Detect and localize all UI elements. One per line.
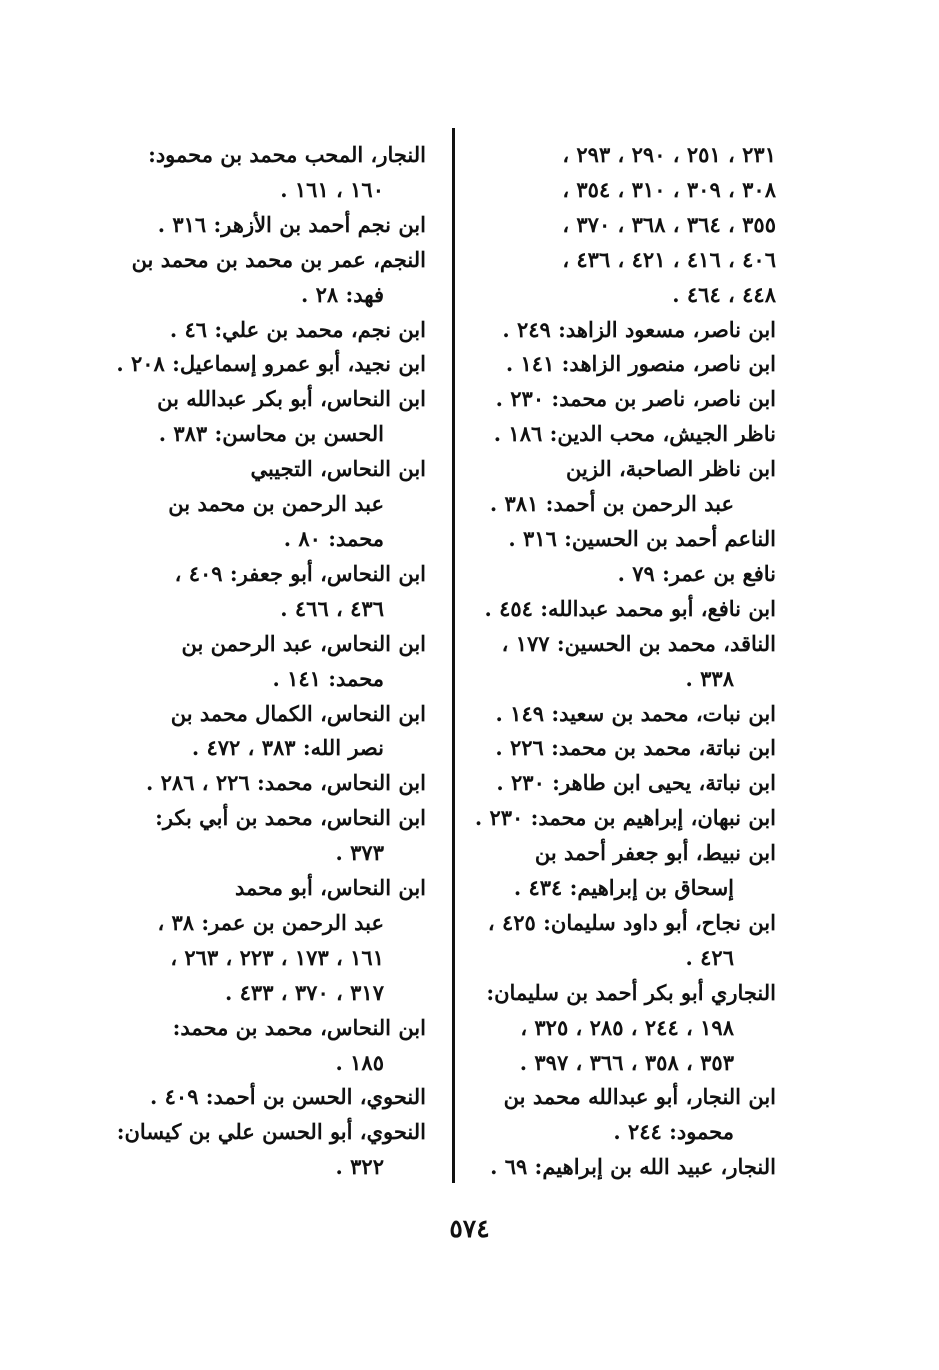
index-entry-line: ٣٥٥ ، ٣٦٤ ، ٣٦٨ ، ٣٧٠ ، xyxy=(562,211,776,237)
index-entry-continuation: محمود: ٢٤٤ . xyxy=(613,1119,734,1145)
index-entry-line: ناظر الجيش، محب الدين: ١٨٦ . xyxy=(493,421,776,447)
index-entry-line: ٣٠٨ ، ٣٠٩ ، ٣١٠ ، ٣٥٤ ، xyxy=(562,176,776,202)
index-entry-line: ٤٠٦ ، ٤١٦ ، ٤٢١ ، ٤٣٦ ، xyxy=(562,246,776,272)
column-divider xyxy=(452,128,455,1183)
index-entry-line: ابن النحاس، محمد: ٢٢٦ ، ٢٨٦ . xyxy=(146,770,426,796)
index-entry-line: ابن نبهان، إبراهيم بن محمد: ٢٣٠ . xyxy=(474,805,776,831)
index-entry-line: ابن ناصر، منصور الزاهد: ١٤١ . xyxy=(505,351,776,377)
index-entry-continuation: ٣٥٣ ، ٣٥٨ ، ٣٦٦ ، ٣٩٧ . xyxy=(519,1049,734,1075)
index-entry-line: النجم، عمر بن محمد بن محمد بن xyxy=(131,246,426,272)
index-entry-continuation: ٣١٧ ، ٣٧٠ ، ٤٣٣ . xyxy=(225,979,384,1005)
index-entry-continuation: ١٨٥ . xyxy=(335,1049,384,1075)
index-entry-line: ٤٤٨ ، ٤٦٤ . xyxy=(672,281,776,307)
index-entry-line: ابن النحاس، محمد بن محمد: xyxy=(172,1014,426,1040)
index-entry-line: ابن النجار، أبو عبدالله محمد بن xyxy=(503,1084,776,1110)
index-entry-line: ابن نجيد، أبو عمرو إسماعيل: ٢٠٨ . xyxy=(116,351,426,377)
index-entry-continuation: عبد الرحمن بن أحمد: ٣٨١ . xyxy=(489,491,734,517)
index-entry-line: ٢٣١ ، ٢٥١ ، ٢٩٠ ، ٢٩٣ ، xyxy=(562,142,776,167)
index-entry-line: ابن ناصر، ناصر بن محمد: ٢٣٠ . xyxy=(495,386,776,412)
index-entry-continuation: فهد: ٢٨ . xyxy=(301,281,384,307)
index-entry-continuation: محمد: ١٤١ . xyxy=(272,665,384,691)
index-entry-continuation: ١٦٠ ، ١٦١ . xyxy=(280,176,384,202)
index-entry-continuation: نصر الله: ٣٨٣ ، ٤٧٢ . xyxy=(191,735,384,761)
index-entry-line: نافع بن عمر: ٧٩ . xyxy=(617,560,776,586)
index-entry-line: النجار، المحب محمد بن محمود: xyxy=(148,142,426,167)
index-entry-line: ابن نجم أحمد بن الأزهر: ٣١٦ . xyxy=(157,211,426,237)
index-entry-line: ابن نبيط، أبو جعفر أحمد بن xyxy=(534,840,776,866)
index-entry-continuation: ٣٢٢ . xyxy=(335,1154,384,1180)
index-entry-continuation: ٣٣٨ . xyxy=(685,665,734,691)
index-entry-line: ابن نباتة، يحيى ابن طاهر: ٢٣٠ . xyxy=(496,770,776,796)
index-entry-line: النحوي، الحسن بن أحمد: ٤٠٩ . xyxy=(150,1084,426,1110)
index-entry-continuation: عبد الرحمن بن محمد بن xyxy=(168,491,384,517)
index-entry-continuation: ٤٣٦ ، ٤٦٦ . xyxy=(280,595,384,621)
page-number: ٥٧٤ xyxy=(449,1214,490,1243)
index-entry-line: ابن النحاس، محمد بن أبي بكر: xyxy=(155,805,426,831)
index-entry-line: النجاري أبو بكر أحمد بن سليمان: xyxy=(486,979,776,1005)
index-entry-continuation: ١٦١ ، ١٧٣ ، ٢٢٣ ، ٢٦٣ ، xyxy=(170,944,384,970)
index-entry-line: ابن ناصر، مسعود الزاهد: ٢٤٩ . xyxy=(502,316,776,342)
index-entry-continuation: ٣٧٣ . xyxy=(335,840,384,866)
index-column-right xyxy=(466,138,776,1185)
index-entry-line: الناقد، محمد بن الحسين: ١٧٧ ، xyxy=(501,630,776,656)
index-entry-continuation: الحسن بن محاسن: ٣٨٣ . xyxy=(158,421,384,447)
index-entry-line: ابن نباتة، محمد بن محمد: ٢٢٦ . xyxy=(495,735,776,761)
index-entry-line: ابن ناظر الصاحبة، الزين xyxy=(566,456,776,482)
index-column-left xyxy=(116,138,426,1185)
index-entry-continuation: ٤٢٦ . xyxy=(685,944,734,970)
index-entry-line: ابن النحاس، التجيبي xyxy=(250,456,426,482)
index-entry-line: ابن النحاس، الكمال محمد بن xyxy=(170,700,426,726)
index-entry-continuation: إسحاق بن إبراهيم: ٤٣٤ . xyxy=(513,875,734,901)
index-entry-line: النحوي، أبو الحسن علي بن كيسان: xyxy=(116,1119,426,1145)
index-entry-line: ابن نبات، محمد بن سعيد: ١٤٩ . xyxy=(495,700,776,726)
index-entry-line: ابن نافع، أبو محمد عبدالله: ٤٥٤ . xyxy=(484,595,776,621)
index-entry-line: الناعم أحمد بن الحسين: ٣١٦ . xyxy=(508,525,776,551)
index-entry-line: النجار، عبيد الله بن إبراهيم: ٦٩ . xyxy=(490,1154,776,1180)
index-entry-continuation: عبد الرحمن بن عمر: ٣٨ ، xyxy=(157,909,384,935)
index-entry-line: ابن نجم، محمد بن علي: ٤٦ . xyxy=(169,316,426,342)
index-entry-continuation: محمد: ٨٠ . xyxy=(283,525,384,551)
index-entry-line: ابن النحاس، أبو محمد xyxy=(234,875,426,901)
index-entry-line: ابن النحاس، أبو جعفر: ٤٠٩ ، xyxy=(174,560,426,586)
index-entry-continuation: ١٩٨ ، ٢٤٤ ، ٢٨٥ ، ٣٢٥ ، xyxy=(520,1014,734,1040)
index-entry-line: ابن النحاس، عبد الرحمن بن xyxy=(181,630,426,656)
index-entry-line: ابن النحاس، أبو بكر عبدالله بن xyxy=(157,386,426,412)
index-entry-line: ابن نجاح، أبو داود سليمان: ٤٢٥ ، xyxy=(487,909,776,935)
